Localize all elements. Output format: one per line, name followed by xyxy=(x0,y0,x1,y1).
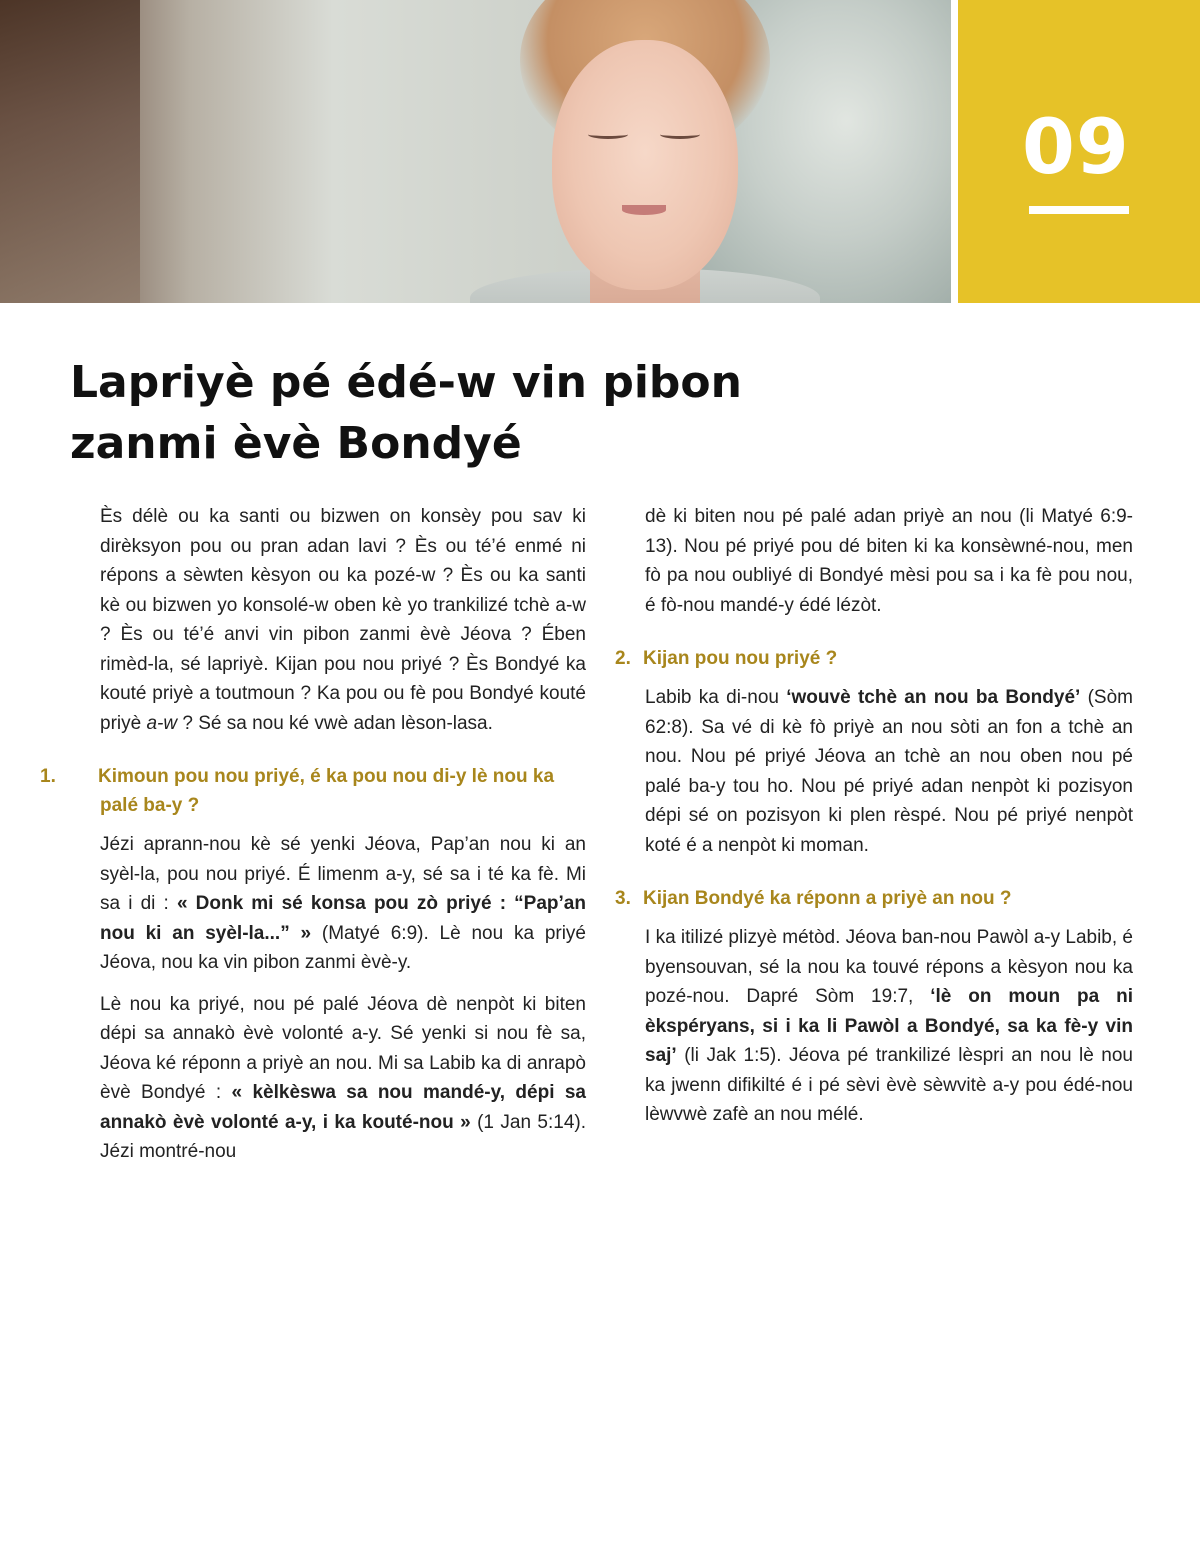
photo-mouth xyxy=(622,205,666,215)
page-title: Lapriyè pé édé-w vin pibon zanmi èvè Bondyé xyxy=(70,357,742,469)
chapter-badge xyxy=(958,0,1200,303)
answer-text-continued: (1 Jan 5:14). Jézi montré-nou xyxy=(100,1111,586,1162)
chapter-number: 09 xyxy=(1022,102,1130,191)
answer-text: (Matyé 6:9). Lè nou ka priyé Jéova, nou ka vin pibon zanmi èvè-y. xyxy=(100,922,587,973)
intro-text: Ès délè ou ka santi ou bizwen on konsèy pou sav ki dirèksyon pou ou pran adan lavi ? Ès ou té’é enmé ni répons a sèwten kèsyon ou ka pozé-w ? Ès ou ka santi kè ou bizwen yo konsolé-w oben kè yo trankilizé tchè a-w ? Ès ou té’é anvi vin pibon zanmi èvè Jéova ? Ében rimèd-la, sé lapriyè. Kijan pou nou priyé ? Ès Bondyé ka kouté priyè a toutmoun ? Ka pou ou fè pou Bondyé kouté priyè xyxy=(100,506,586,734)
scripture-quote: ‘wouvè tchè an nou ba Bondyé’ xyxy=(786,687,1081,708)
photo-face xyxy=(552,40,738,290)
header-photo xyxy=(0,0,951,303)
photo-background-left xyxy=(0,0,140,303)
answer-text: Jézi aprann-nou kè sé yenki Jéova, Pap’an nou ki an syèl-la, pou nou priyé. É limenm a-y, sé sa i té ka fè. Mi sa i di : xyxy=(100,834,586,914)
answer-1-paragraph-2 xyxy=(100,990,586,1167)
answer-2-paragraph xyxy=(645,683,1133,860)
answer-text: I ka itilizé plizyè métòd. Jéova ban-nou Pawòl a-y Labib, é byensouvan, sé la nou ka touvé répons a kèsyon nou ka pozé-nou. Dapré Sòm 19:7, xyxy=(645,927,1133,1007)
intro-paragraph xyxy=(100,502,586,738)
photo-eye-left xyxy=(588,130,628,139)
question-1 xyxy=(40,762,586,820)
question-text: Kijan Bondyé ka réponn a priyè an nou ? xyxy=(643,888,1012,909)
intro-text-end: ? Sé sa nou ké vwè adan lèson-lasa. xyxy=(177,712,493,734)
answer-text: Lè nou ka priyé, nou pé palé Jéova dè nenpòt ki biten dépi sa annakò èvè volonté a-y. Sé yenki si nou fè sa, Jéova ké réponn a priyè an nou. Mi sa Labib ka di anrapò èvè Bondyé : xyxy=(100,993,586,1103)
chapter-underline xyxy=(1029,206,1129,214)
question-text: Kijan pou nou priyé ? xyxy=(643,648,838,669)
answer-text: (li Jak 1:5). Jéova pé trankilizé lèspri an nou lè nou ka jwenn difikilté é i pé sèvi èvè sèwvitè a-y pou édé-nou lèwvwè zafè an nou mélé. xyxy=(645,1045,1133,1125)
column-left xyxy=(40,502,587,1179)
question-number: 3. xyxy=(615,888,631,909)
scripture-quote: « kèlkèswa sa nou mandé-y, dépi sa annakò èvè volonté a-y, i ka kouté-nou » xyxy=(100,1082,586,1133)
answer-text: Labib ka di-nou xyxy=(645,687,787,708)
photo-eye-right xyxy=(660,130,700,139)
question-number: 1. xyxy=(40,766,56,787)
answer-1-paragraph-1 xyxy=(100,830,586,978)
question-text: Kimoun pou nou priyé, é ka pou nou di-y lè nou ka palé ba-y ? xyxy=(98,766,555,816)
column-right xyxy=(615,502,1133,1142)
answer-3-paragraph xyxy=(645,923,1133,1130)
scripture-quote: ‘lè on moun pa ni èkspéryans, si i ka li Pawòl a Bondyé, sa ka fè-y vin saj’ xyxy=(645,986,1133,1066)
answer-1-paragraph-2-continued: dè ki biten nou pé palé adan priyè an nou (li Matyé 6:9-13). Nou pé priyé pou dé biten ki ka konsèwné-nou, men fò pa nou oubliyé di Bondyé mèsi pou sa i ka fè pou nou, é fò-nou mandé-y édé lézòt. xyxy=(645,506,1133,616)
question-3 xyxy=(615,884,1133,913)
scripture-quote: « Donk mi sé konsa pou zò priyé : “Pap’an nou ki an syèl-la...” » xyxy=(100,893,586,944)
answer-text: (Sòm 62:8). Sa vé di kè fò priyè an nou sòti an fon a tchè an nou. Nou pé priyé Jéova an tchè an nou oben nou pé palé ba-y tou ho. Nou pé priyé adan nenpòt ki pozisyon dépi sé on pozisyon ki plen rèspé. Nou pé priyé nenpòt koté é a nenpòt ki moman. xyxy=(645,687,1133,856)
intro-italic: a-w xyxy=(146,712,178,734)
question-2 xyxy=(615,644,1133,673)
question-number: 2. xyxy=(615,648,631,669)
